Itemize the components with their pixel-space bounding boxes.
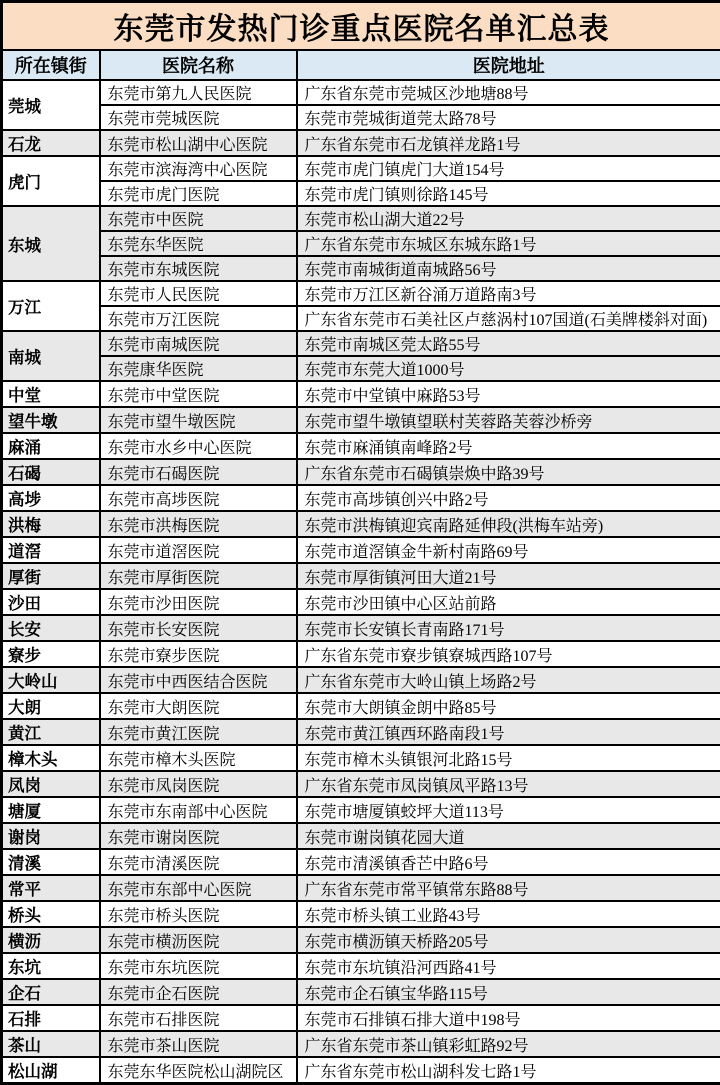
hospital-address-cell: 广东省东莞市凤岗镇凤平路13号 bbox=[297, 771, 720, 797]
hospital-name-cell: 东莞市东南部中心医院 bbox=[100, 797, 297, 823]
town-cell: 道滘 bbox=[2, 537, 100, 563]
town-cell: 东坑 bbox=[2, 953, 100, 979]
town-cell: 中堂 bbox=[2, 381, 100, 407]
title-row bbox=[2, 2, 720, 51]
table-row bbox=[2, 823, 720, 849]
hospital-address-cell: 东莞市虎门镇则徐路145号 bbox=[297, 181, 720, 206]
town-cell: 厚街 bbox=[2, 563, 100, 589]
town-cell: 长安 bbox=[2, 615, 100, 641]
hospital-name-cell: 东莞市洪梅医院 bbox=[100, 511, 297, 537]
hospital-name-cell: 东莞市中西医结合医院 bbox=[100, 667, 297, 693]
hospital-name-cell: 东莞市谢岗医院 bbox=[100, 823, 297, 849]
hospital-name-cell: 东莞市凤岗医院 bbox=[100, 771, 297, 797]
town-cell: 高埗 bbox=[2, 485, 100, 511]
col-header-town: 所在镇街 bbox=[2, 50, 100, 80]
hospital-address-cell: 东莞市沙田镇中心区站前路 bbox=[297, 589, 720, 615]
town-cell: 望牛墩 bbox=[2, 407, 100, 433]
hospital-name-cell: 东莞市东坑医院 bbox=[100, 953, 297, 979]
hospital-address-cell: 广东省东莞市茶山镇彩虹路92号 bbox=[297, 1031, 720, 1057]
hospital-name-cell: 东莞市莞城医院 bbox=[100, 105, 297, 130]
hospital-name-cell: 东莞市厚街医院 bbox=[100, 563, 297, 589]
column-header-row bbox=[2, 50, 720, 80]
hospital-name-cell: 东莞市东部中心医院 bbox=[100, 875, 297, 901]
hospital-name-cell: 东莞市企石医院 bbox=[100, 979, 297, 1005]
hospital-address-cell: 东莞市厚街镇河田大道21号 bbox=[297, 563, 720, 589]
table-row bbox=[2, 901, 720, 927]
hospital-address-cell: 东莞市莞城街道莞太路78号 bbox=[297, 105, 720, 130]
page-title: 东莞市发热门诊重点医院名单汇总表 bbox=[2, 2, 720, 51]
table-row bbox=[2, 181, 720, 206]
table-row bbox=[2, 281, 720, 306]
hospital-name-cell: 东莞市黄江医院 bbox=[100, 719, 297, 745]
table-row bbox=[2, 459, 720, 485]
table-row bbox=[2, 693, 720, 719]
hospital-name-cell: 东莞东华医院 bbox=[100, 231, 297, 256]
table-row bbox=[2, 105, 720, 130]
hospital-address-cell: 东莞市塘厦镇蛟坪大道113号 bbox=[297, 797, 720, 823]
hospital-name-cell: 东莞康华医院 bbox=[100, 356, 297, 381]
hospital-address-cell: 广东省东莞市东城区东城东路1号 bbox=[297, 231, 720, 256]
table-body bbox=[2, 80, 720, 1084]
hospital-address-cell: 东莞市松山湖大道22号 bbox=[297, 206, 720, 231]
table-row bbox=[2, 156, 720, 181]
table-row bbox=[2, 1005, 720, 1031]
town-cell: 大岭山 bbox=[2, 667, 100, 693]
table-row bbox=[2, 433, 720, 459]
table-row bbox=[2, 256, 720, 281]
hospital-name-cell: 东莞市虎门医院 bbox=[100, 181, 297, 206]
hospital-address-cell: 东莞市长安镇长青南路171号 bbox=[297, 615, 720, 641]
hospital-address-cell: 东莞市高埗镇创兴中路2号 bbox=[297, 485, 720, 511]
table-row bbox=[2, 306, 720, 331]
hospital-name-cell: 东莞市横沥医院 bbox=[100, 927, 297, 953]
hospital-name-cell: 东莞市中医院 bbox=[100, 206, 297, 231]
town-cell: 企石 bbox=[2, 979, 100, 1005]
town-cell: 塘厦 bbox=[2, 797, 100, 823]
hospital-address-cell: 广东省东莞市常平镇常东路88号 bbox=[297, 875, 720, 901]
hospital-address-cell: 东莞市望牛墩镇望联村芙蓉路芙蓉沙桥旁 bbox=[297, 407, 720, 433]
table-row bbox=[2, 797, 720, 823]
table-row bbox=[2, 615, 720, 641]
hospital-address-cell: 东莞市谢岗镇花园大道 bbox=[297, 823, 720, 849]
hospital-address-cell: 东莞市道滘镇金牛新村南路69号 bbox=[297, 537, 720, 563]
town-cell: 寮步 bbox=[2, 641, 100, 667]
table-row bbox=[2, 485, 720, 511]
hospital-name-cell: 东莞市大朗医院 bbox=[100, 693, 297, 719]
hospital-address-cell: 东莞市清溪镇香芒中路6号 bbox=[297, 849, 720, 875]
town-cell: 麻涌 bbox=[2, 433, 100, 459]
table-row bbox=[2, 1057, 720, 1084]
town-cell: 东城 bbox=[2, 206, 100, 281]
table-row bbox=[2, 979, 720, 1005]
town-cell: 大朗 bbox=[2, 693, 100, 719]
hospital-name-cell: 东莞市滨海湾中心医院 bbox=[100, 156, 297, 181]
town-cell: 沙田 bbox=[2, 589, 100, 615]
hospital-name-cell: 东莞市万江医院 bbox=[100, 306, 297, 331]
town-cell: 黄江 bbox=[2, 719, 100, 745]
table-row bbox=[2, 80, 720, 105]
hospital-address-cell: 东莞市樟木头镇银河北路15号 bbox=[297, 745, 720, 771]
hospital-name-cell: 东莞市清溪医院 bbox=[100, 849, 297, 875]
hospital-name-cell: 东莞市松山湖中心医院 bbox=[100, 130, 297, 156]
table-row bbox=[2, 953, 720, 979]
town-cell: 松山湖 bbox=[2, 1057, 100, 1084]
table-row bbox=[2, 331, 720, 356]
hospital-address-cell: 东莞市企石镇宝华路115号 bbox=[297, 979, 720, 1005]
hospital-address-cell: 东莞市麻涌镇南峰路2号 bbox=[297, 433, 720, 459]
town-cell: 石排 bbox=[2, 1005, 100, 1031]
hospital-name-cell: 东莞市石碣医院 bbox=[100, 459, 297, 485]
town-cell: 万江 bbox=[2, 281, 100, 331]
hospital-address-cell: 广东省东莞市石美社区卢慈涡村107国道(石美牌楼斜对面) bbox=[297, 306, 720, 331]
town-cell: 横沥 bbox=[2, 927, 100, 953]
town-cell: 茶山 bbox=[2, 1031, 100, 1057]
table-row bbox=[2, 641, 720, 667]
hospital-name-cell: 东莞市第九人民医院 bbox=[100, 80, 297, 105]
hospital-address-cell: 东莞市东莞大道1000号 bbox=[297, 356, 720, 381]
town-cell: 常平 bbox=[2, 875, 100, 901]
col-header-hospital-name: 医院名称 bbox=[100, 50, 297, 80]
hospital-name-cell: 东莞市东城医院 bbox=[100, 256, 297, 281]
table-row bbox=[2, 719, 720, 745]
table-row bbox=[2, 927, 720, 953]
hospital-address-cell: 东莞市大朗镇金朗中路85号 bbox=[297, 693, 720, 719]
table-row bbox=[2, 356, 720, 381]
hospital-name-cell: 东莞市樟木头医院 bbox=[100, 745, 297, 771]
hospital-address-cell: 东莞市虎门镇虎门大道154号 bbox=[297, 156, 720, 181]
table-row bbox=[2, 745, 720, 771]
table-row bbox=[2, 206, 720, 231]
table-row bbox=[2, 537, 720, 563]
table-row bbox=[2, 511, 720, 537]
town-cell: 虎门 bbox=[2, 156, 100, 206]
hospital-name-cell: 东莞市高埗医院 bbox=[100, 485, 297, 511]
table-row bbox=[2, 771, 720, 797]
table-row bbox=[2, 231, 720, 256]
hospital-name-cell: 东莞市桥头医院 bbox=[100, 901, 297, 927]
hospital-address-cell: 东莞市黄江镇西环路南段1号 bbox=[297, 719, 720, 745]
hospital-name-cell: 东莞市南城医院 bbox=[100, 331, 297, 356]
hospital-name-cell: 东莞市石排医院 bbox=[100, 1005, 297, 1031]
hospital-address-cell: 广东省东莞市寮步镇寮城西路107号 bbox=[297, 641, 720, 667]
town-cell: 石碣 bbox=[2, 459, 100, 485]
table-row bbox=[2, 849, 720, 875]
hospital-name-cell: 东莞市人民医院 bbox=[100, 281, 297, 306]
town-cell: 凤岗 bbox=[2, 771, 100, 797]
hospital-name-cell: 东莞市寮步医院 bbox=[100, 641, 297, 667]
hospital-name-cell: 东莞东华医院松山湖院区 bbox=[100, 1057, 297, 1084]
hospital-name-cell: 东莞市茶山医院 bbox=[100, 1031, 297, 1057]
col-header-hospital-address: 医院地址 bbox=[297, 50, 720, 80]
hospital-name-cell: 东莞市望牛墩医院 bbox=[100, 407, 297, 433]
town-cell: 谢岗 bbox=[2, 823, 100, 849]
hospital-address-cell: 广东省东莞市松山湖科发七路1号 bbox=[297, 1057, 720, 1084]
hospital-name-cell: 东莞市道滘医院 bbox=[100, 537, 297, 563]
table-row bbox=[2, 667, 720, 693]
hospital-address-cell: 东莞市万江区新谷涌万道路南3号 bbox=[297, 281, 720, 306]
hospital-address-cell: 广东省东莞市石碣镇崇焕中路39号 bbox=[297, 459, 720, 485]
town-cell: 桥头 bbox=[2, 901, 100, 927]
town-cell: 莞城 bbox=[2, 80, 100, 130]
hospital-address-cell: 东莞市横沥镇天桥路205号 bbox=[297, 927, 720, 953]
hospital-address-cell: 广东省东莞市石龙镇祥龙路1号 bbox=[297, 130, 720, 156]
town-cell: 石龙 bbox=[2, 130, 100, 156]
hospital-address-cell: 东莞市桥头镇工业路43号 bbox=[297, 901, 720, 927]
hospital-address-cell: 东莞市东坑镇沿河西路41号 bbox=[297, 953, 720, 979]
hospital-name-cell: 东莞市水乡中心医院 bbox=[100, 433, 297, 459]
table-row bbox=[2, 1031, 720, 1057]
table-row bbox=[2, 589, 720, 615]
table-row bbox=[2, 407, 720, 433]
hospital-name-cell: 东莞市长安医院 bbox=[100, 615, 297, 641]
hospital-address-cell: 东莞市南城区莞太路55号 bbox=[297, 331, 720, 356]
hospital-name-cell: 东莞市中堂医院 bbox=[100, 381, 297, 407]
hospital-address-cell: 东莞市中堂镇中麻路53号 bbox=[297, 381, 720, 407]
town-cell: 洪梅 bbox=[2, 511, 100, 537]
hospital-address-cell: 广东省东莞市莞城区沙地塘88号 bbox=[297, 80, 720, 105]
hospital-address-cell: 东莞市南城街道南城路56号 bbox=[297, 256, 720, 281]
table-row bbox=[2, 130, 720, 156]
town-cell: 樟木头 bbox=[2, 745, 100, 771]
table-row bbox=[2, 381, 720, 407]
town-cell: 南城 bbox=[2, 331, 100, 381]
hospital-address-cell: 广东省东莞市大岭山镇上场路2号 bbox=[297, 667, 720, 693]
hospital-address-cell: 东莞市石排镇石排大道中198号 bbox=[297, 1005, 720, 1031]
hospital-address-cell: 东莞市洪梅镇迎宾南路延伸段(洪梅车站旁) bbox=[297, 511, 720, 537]
table-row bbox=[2, 563, 720, 589]
hospital-name-cell: 东莞市沙田医院 bbox=[100, 589, 297, 615]
town-cell: 清溪 bbox=[2, 849, 100, 875]
table-row bbox=[2, 875, 720, 901]
